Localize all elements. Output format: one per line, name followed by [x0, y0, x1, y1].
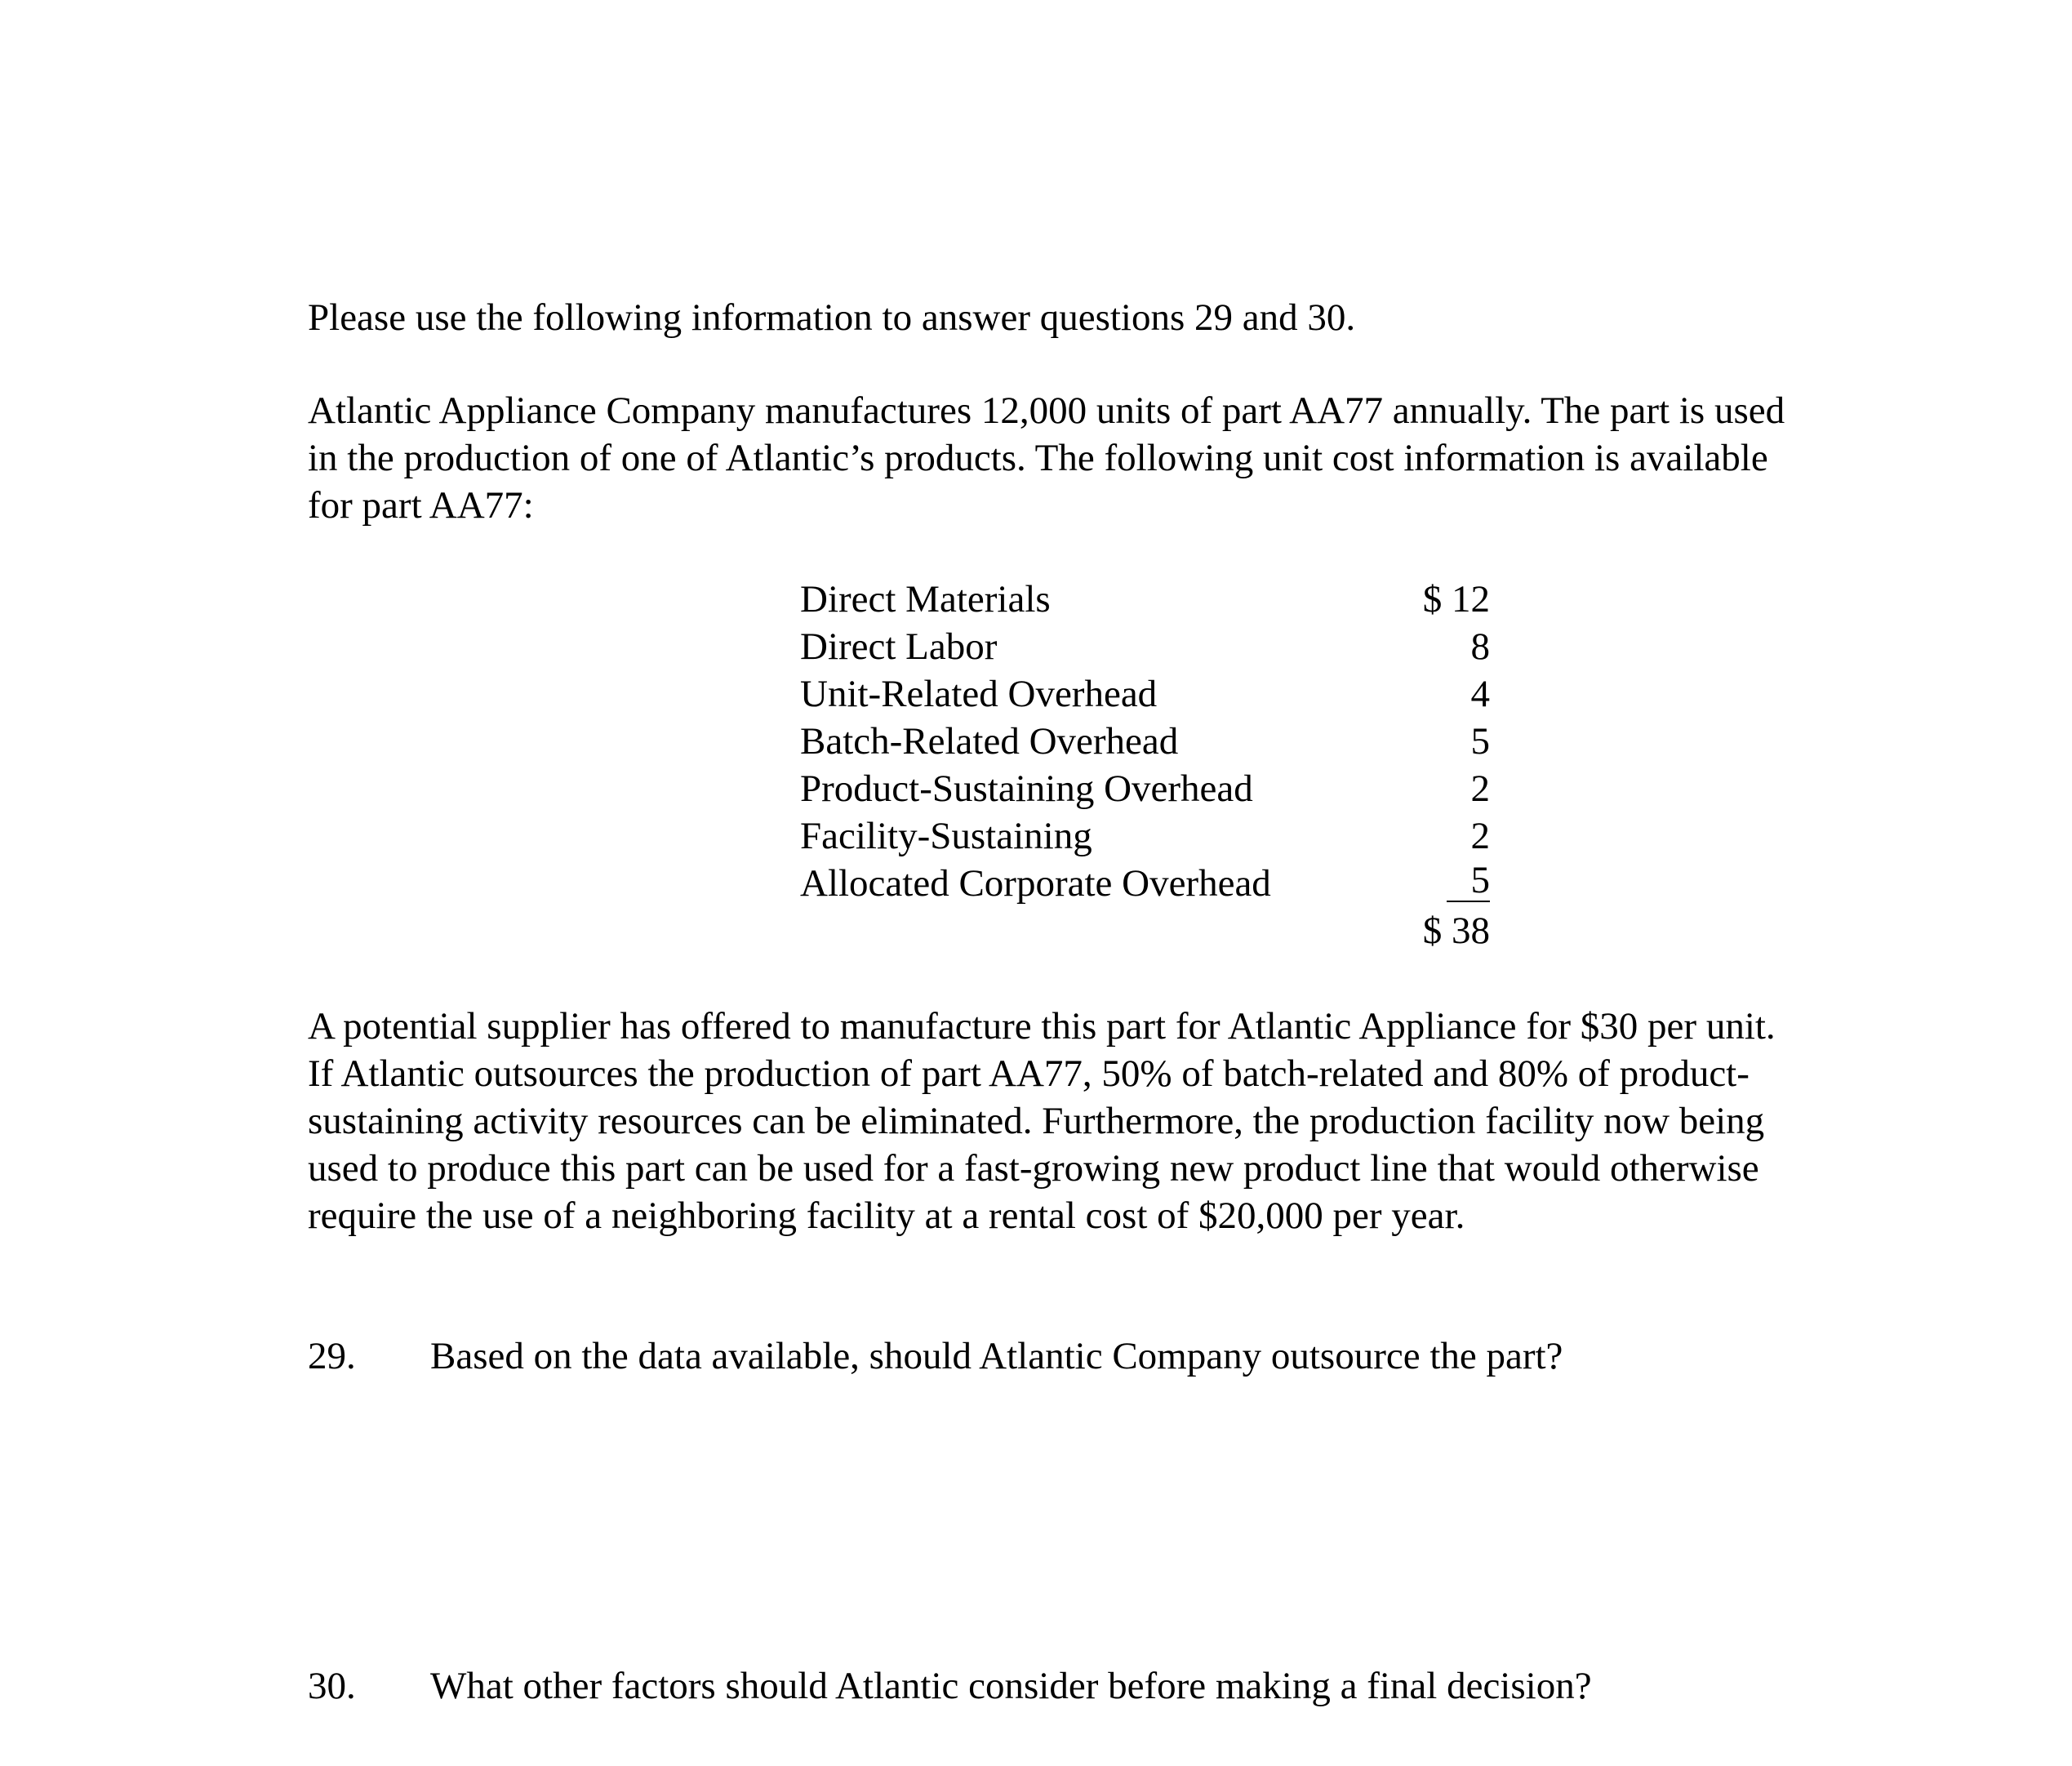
cost-label: Unit-Related Overhead — [800, 673, 1158, 715]
cost-label: Direct Materials — [800, 578, 1051, 621]
cost-value: 8 — [1470, 625, 1490, 668]
cost-row-batch-related-overhead — [800, 718, 1490, 765]
cost-value: 5 — [1447, 860, 1491, 902]
intro-text: Please use the following information to answer questions 29 and 30. — [308, 296, 1356, 339]
cost-value: 5 — [1470, 720, 1490, 763]
cost-label: Direct Labor — [800, 625, 998, 668]
question-number: 30. — [308, 1665, 356, 1707]
supplier-paragraph: A potential supplier has offered to manufacture this part for Atlantic Appliance for $30 per unit. If Atlantic outsources the production of part AA77, 50% of batch-related and 80% of product-sustaining activity resources can be eliminated. Furthermore, the production facility now being used to produce this part can be used for a fast-growing new product line that would otherwise require the use of a neighboring facility at a rental cost of $20,000 per year. — [308, 1005, 1776, 1237]
cost-label: Allocated Corporate Overhead — [800, 862, 1271, 905]
question-text: Based on the data available, should Atlantic Company outsource the part? — [430, 1335, 1563, 1377]
cost-value: 2 — [1470, 767, 1490, 810]
cost-row-product-sustaining-overhead — [800, 765, 1490, 812]
cost-label: Batch-Related Overhead — [800, 720, 1179, 763]
cost-value: $ 12 — [1422, 578, 1490, 621]
cost-row-unit-related-overhead — [800, 670, 1490, 718]
cost-label: Product-Sustaining Overhead — [800, 767, 1253, 810]
cost-row-direct-labor — [800, 623, 1490, 670]
cost-value: 2 — [1470, 815, 1490, 857]
unit-cost-table — [800, 576, 1490, 954]
cost-row-allocated-corporate-overhead — [800, 860, 1490, 907]
cost-row-facility-sustaining — [800, 812, 1490, 860]
cost-label: Facility-Sustaining — [800, 815, 1092, 857]
cost-row-direct-materials — [800, 576, 1490, 623]
description-paragraph: Atlantic Appliance Company manufactures 12,000 units of part AA77 annually. The part is used in the production of one of Atlantic’s products. The following unit cost information is available for part AA77: — [308, 389, 1785, 527]
cost-row-total — [800, 907, 1490, 954]
cost-value: 4 — [1470, 673, 1490, 715]
question-number: 29. — [308, 1335, 356, 1377]
question-text: What other factors should Atlantic consider before making a final decision? — [430, 1665, 1592, 1707]
cost-total-value: $ 38 — [1422, 910, 1490, 952]
